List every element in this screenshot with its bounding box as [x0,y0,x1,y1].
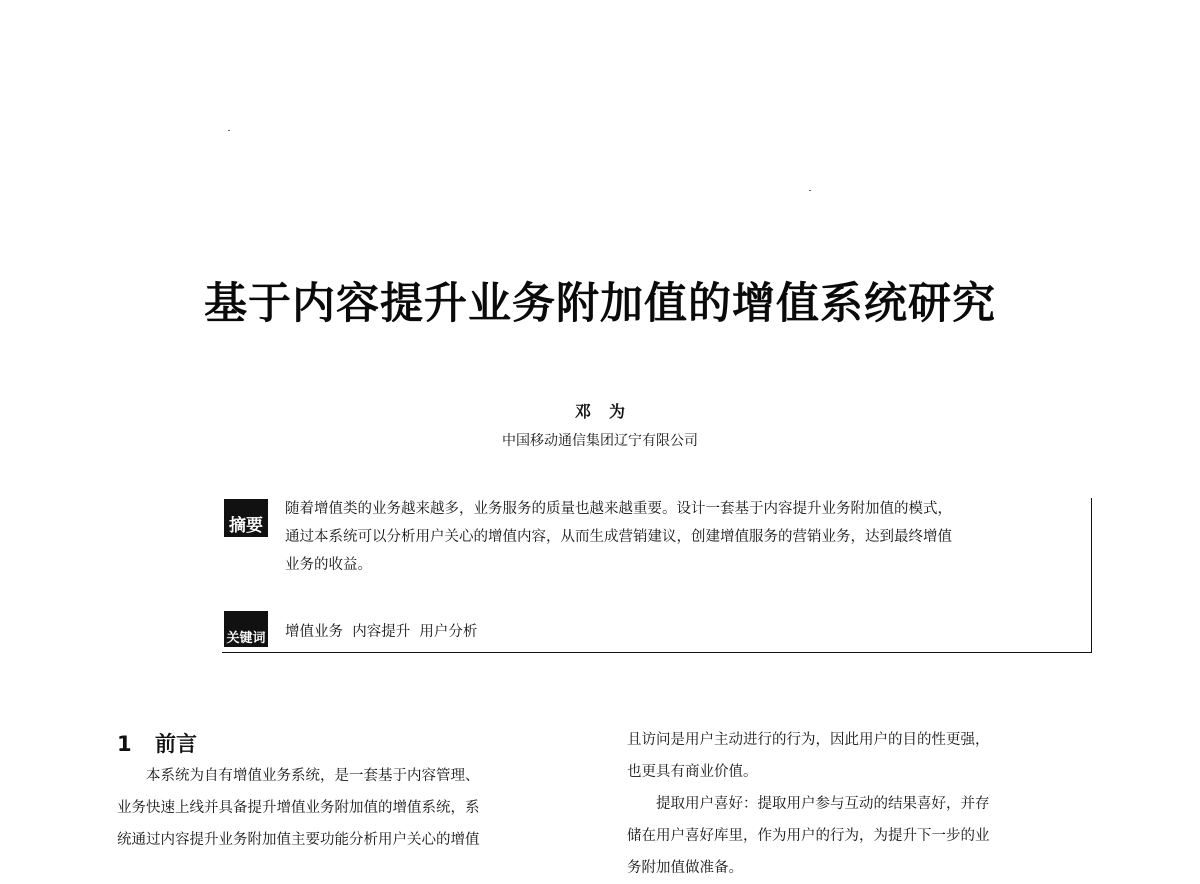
keywords-label: 关键词 [224,611,268,647]
scan-speck [228,130,230,131]
right-column [627,724,1097,884]
body-line: 储在用户喜好库里，作为用户的行为，为提升下一步的业 [627,828,990,844]
body-line: 提取用户喜好：提取用户参与互动的结果喜好，并存 [656,796,990,812]
section-number: 1 [117,732,132,756]
abstract-text [285,495,1080,579]
section-title: 前言 [155,732,197,756]
abstract-line: 随着增值类的业务越来越多，业务服务的质量也越来越重要。设计一套基于内容提升业务附加值的模式， [285,501,952,517]
body-line: 且访问是用户主动进行的行为，因此用户的目的性更强， [627,732,990,748]
abstract-line: 业务的收益。 [285,557,372,573]
body-line: 本系统为自有增值业务系统，是一套基于内容管理、 [146,768,480,784]
abstract-line: 通过本系统可以分析用户关心的增值内容，从而生成营销建议，创建增值服务的营销业务，达到最终增值 [285,529,952,545]
body-line: 统通过内容提升业务附加值主要功能分析用户关心的增值 [117,832,480,848]
paper-title: 基于内容提升业务附加值的增值系统研究 [204,279,996,329]
body-line: 也更具有商业价值。 [627,764,758,780]
author-name: 邓为 [574,402,643,421]
abstract-label: 摘要 [224,499,268,537]
body-line: 务附加值做准备。 [627,860,743,876]
scan-speck [809,190,811,191]
body-line: 业务快速上线并具备提升增值业务附加值的增值系统，系 [117,800,480,816]
left-column [117,760,592,856]
keywords-text: 增值业务 内容提升 用户分析 [285,624,478,640]
author-affiliation: 中国移动通信集团辽宁有限公司 [502,433,698,449]
section-heading [117,728,197,758]
